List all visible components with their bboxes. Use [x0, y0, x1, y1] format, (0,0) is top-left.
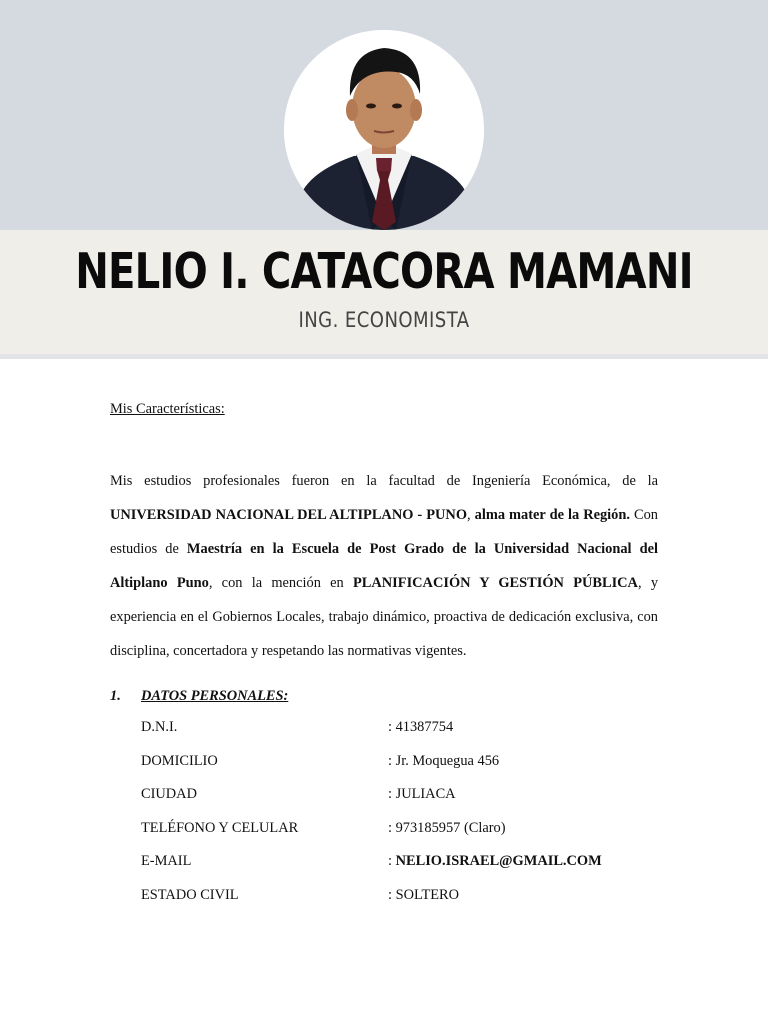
personal-data-list: [110, 711, 658, 912]
data-row-dni: [141, 711, 658, 745]
row-value: : 973185957 (Claro): [388, 819, 506, 836]
data-row-ciudad: [141, 778, 658, 812]
section-number: 1.: [110, 688, 121, 704]
data-row-domicilio: [141, 745, 658, 779]
job-title: ING. ECONOMISTA: [298, 308, 470, 332]
row-label: DOMICILIO: [141, 752, 218, 769]
profile-photo: [284, 30, 484, 230]
row-value: : SOLTERO: [388, 886, 460, 903]
row-value: : 41387754: [388, 719, 454, 735]
email-address: NELIO.ISRAEL@GMAIL.COM: [395, 853, 602, 869]
row-value-prefix: :: [388, 853, 396, 869]
row-label: D.N.I.: [141, 719, 178, 735]
text-run: Con estudios de: [110, 507, 658, 557]
personal-data-heading: [110, 686, 658, 706]
row-label: ESTADO CIVIL: [141, 886, 239, 903]
characteristics-heading: Mis Características:: [110, 401, 225, 417]
text-run: ,: [467, 507, 475, 523]
data-row-telefono: [141, 812, 658, 846]
row-label: CIUDAD: [141, 786, 197, 802]
row-label: E-MAIL: [141, 853, 192, 869]
row-value: [388, 845, 658, 879]
cv-body: [110, 399, 658, 912]
row-value: : JULIACA: [388, 786, 456, 802]
data-row-estado-civil: [141, 879, 658, 913]
university-name: UNIVERSIDAD NACIONAL DEL ALTIPLANO - PUNO: [110, 507, 468, 523]
masters-text: Maestría en la Escuela de Post Grado de la Universidad Nacional del Altiplano Puno: [110, 541, 658, 591]
text-run: , con la mención en: [208, 575, 353, 591]
row-label: TELÉFONO Y CELULAR: [141, 819, 299, 836]
row-value: : Jr. Moquegua 456: [388, 752, 500, 769]
mention-text: PLANIFICACIÓN Y GESTIÓN PÚBLICA: [353, 575, 638, 591]
alma-mater-text: alma mater de la Región.: [474, 507, 630, 523]
data-row-email: [141, 845, 658, 879]
text-run: Mis estudios profesionales fueron en la facultad de Ingeniería Económica, de la: [110, 473, 658, 489]
person-name: NELIO I. CATACORA MAMANI: [75, 243, 693, 300]
characteristics-paragraph: [110, 464, 658, 668]
section-title: DATOS PERSONALES:: [141, 688, 289, 704]
divider: [0, 354, 768, 359]
text-run: , y experiencia en el Gobiernos Locales, trabajo dinámico, proactiva de dedicación exclusiva, con disciplina, concertadora y respetando las normativas vigentes.: [110, 575, 659, 659]
